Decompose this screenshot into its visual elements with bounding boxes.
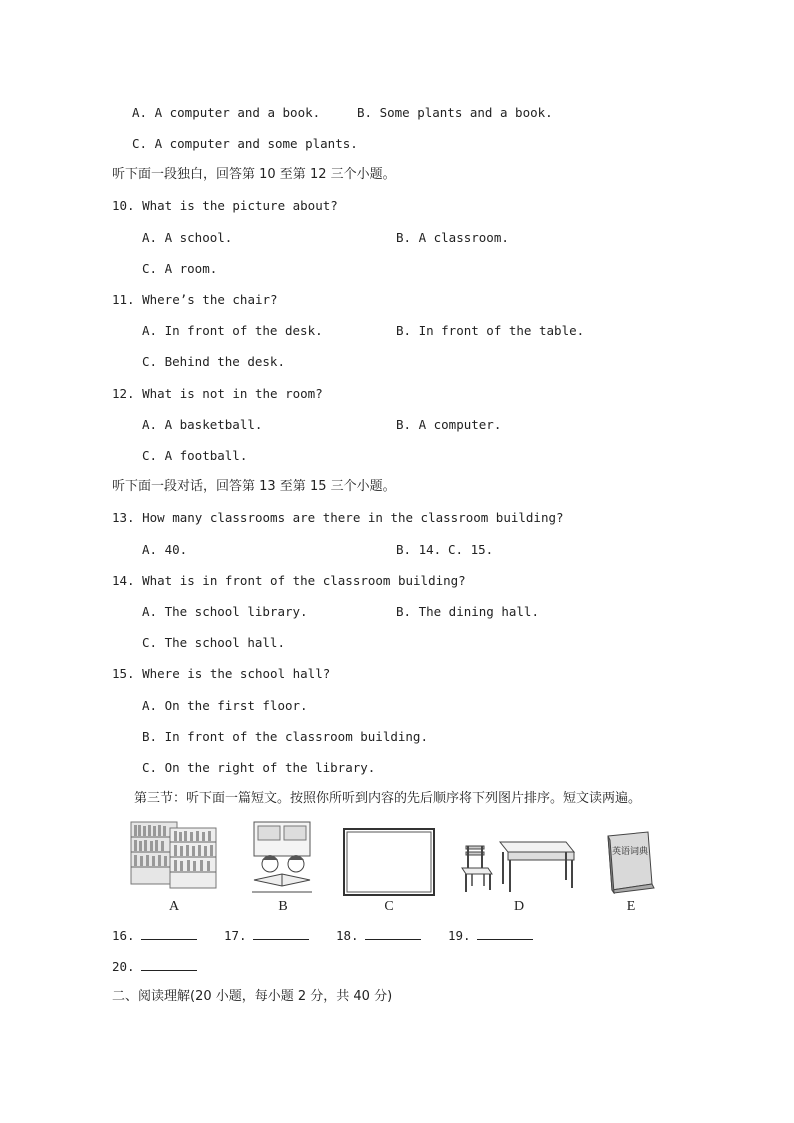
q11-option-a: A. In front of the desk. <box>142 323 323 338</box>
q11-stem: 11. Where’s the chair? <box>112 292 278 307</box>
q14-option-c: C. The school hall. <box>142 635 285 650</box>
q10-option-c: C. A room. <box>142 261 218 276</box>
q13-stem: 13. How many classrooms are there in the classroom building? <box>112 510 564 525</box>
picture-a <box>130 820 218 890</box>
blackboard-icon <box>343 828 435 896</box>
q14-option-a: A. The school library. <box>142 604 308 619</box>
picture-c-label: C <box>384 899 394 914</box>
q15-option-b: B. In front of the classroom building. <box>142 729 428 744</box>
answer-19-blank[interactable] <box>477 927 533 940</box>
q12-option-c: C. A football. <box>142 448 248 463</box>
q11-option-c: C. Behind the desk. <box>142 354 285 369</box>
students-reading-icon <box>248 820 316 894</box>
instruction-10-12: 听下面一段独白，回答第 10 至第 12 三个小题。 <box>112 167 396 182</box>
q12-option-a: A. A basketball. <box>142 417 263 432</box>
answer-16-blank[interactable] <box>141 927 197 940</box>
answer-18-number: 18. <box>336 928 359 943</box>
answer-17-number: 17. <box>224 928 247 943</box>
q11-option-b: B. In front of the table. <box>396 323 585 338</box>
answer-17-blank[interactable] <box>253 927 309 940</box>
answer-18-blank[interactable] <box>365 927 421 940</box>
q9-option-c: C. A computer and some plants. <box>132 136 358 151</box>
instruction-13-15: 听下面一段对话，回答第 13 至第 15 三个小题。 <box>112 479 396 494</box>
q13-option-c: C. 15. <box>448 542 494 557</box>
q14-stem: 14. What is in front of the classroom building? <box>112 573 466 588</box>
q15-stem: 15. Where is the school hall? <box>112 666 331 681</box>
q14-option-b: B. The dining hall. <box>396 604 539 619</box>
q9-option-a: A. A computer and a book. <box>132 105 321 120</box>
picture-d <box>460 836 576 894</box>
q15-option-c: C. On the right of the library. <box>142 760 376 775</box>
answer-20-blank[interactable] <box>141 958 197 971</box>
picture-b-label: B <box>278 899 288 914</box>
picture-d-label: D <box>513 899 525 914</box>
q10-stem: 10. What is the picture about? <box>112 198 338 213</box>
part2-heading: 二、阅读理解(20 小题，每小题 2 分，共 40 分) <box>112 989 393 1004</box>
q12-option-b: B. A computer. <box>396 417 502 432</box>
bookshelves-icon <box>130 820 218 890</box>
answer-16-number: 16. <box>112 928 135 943</box>
answer-19-number: 19. <box>448 928 471 943</box>
picture-c <box>343 828 435 896</box>
q12-stem: 12. What is not in the room? <box>112 386 323 401</box>
dictionary-icon <box>604 830 656 894</box>
q9-option-b: B. Some plants and a book. <box>357 105 553 120</box>
picture-e-label: E <box>626 899 636 914</box>
answer-19 <box>448 927 533 944</box>
q10-option-b: B. A classroom. <box>396 230 509 245</box>
answer-20 <box>112 958 197 975</box>
answer-17 <box>224 927 309 944</box>
picture-a-label: A <box>168 899 180 914</box>
q13-option-a: A. 40. <box>142 542 188 557</box>
answer-20-number: 20. <box>112 959 135 974</box>
answer-16 <box>112 927 197 944</box>
q10-option-a: A. A school. <box>142 230 233 245</box>
desk-and-chair-icon <box>460 836 576 894</box>
picture-e <box>604 830 656 894</box>
q13-option-b: B. 14. <box>396 542 442 557</box>
section3-instruction: 第三节：听下面一篇短文。按照你所听到内容的先后顺序将下列图片排序。短文读两遍。 <box>134 791 642 806</box>
q15-option-a: A. On the first floor. <box>142 698 308 713</box>
picture-b <box>248 820 316 894</box>
dictionary-title: 英语词典 <box>611 847 649 857</box>
answer-18 <box>336 927 421 944</box>
